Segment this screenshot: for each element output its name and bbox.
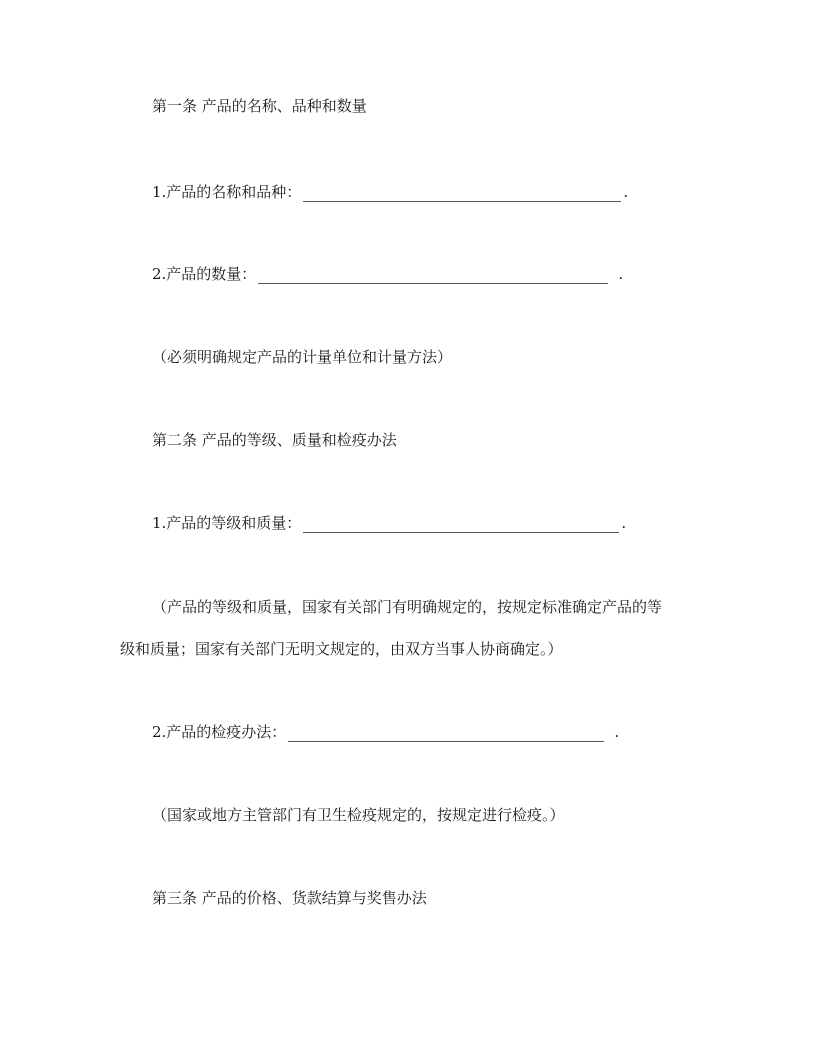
period: . — [614, 723, 620, 741]
product-quantity-blank[interactable] — [258, 267, 608, 284]
article-1-item-1 — [152, 182, 628, 202]
period: . — [621, 514, 627, 532]
period: . — [618, 265, 624, 283]
grade-quality-label: 1.产品的等级和质量： — [152, 514, 302, 532]
grade-quality-blank[interactable] — [303, 516, 619, 533]
article-1-item-2 — [152, 264, 623, 284]
period: . — [623, 183, 629, 201]
quarantine-method-label: 2.产品的检疫办法： — [152, 723, 287, 741]
article-2-note-1-line-1: （产品的等级和质量，国家有关部门有明确规定的，按规定标准确定产品的等 — [152, 598, 663, 616]
article-2-item-1 — [152, 513, 626, 533]
article-2-note-2: （国家或地方主管部门有卫生检疫规定的，按规定进行检疫。） — [152, 806, 565, 824]
product-quantity-label: 2.产品的数量： — [152, 265, 257, 283]
article-2-note-1-line-2: 级和质量；国家有关部门无明文规定的，由双方当事人协商确定。） — [120, 640, 563, 658]
quarantine-method-blank[interactable] — [288, 725, 604, 742]
article-1-heading: 第一条 产品的名称、品种和数量 — [152, 97, 367, 115]
product-name-blank[interactable] — [303, 185, 621, 202]
article-1-note: （必须明确规定产品的计量单位和计量方法） — [152, 348, 453, 366]
article-2-heading: 第二条 产品的等级、质量和检疫办法 — [152, 431, 397, 449]
article-2-item-2 — [152, 722, 619, 742]
article-3-heading: 第三条 产品的价格、货款结算与奖售办法 — [152, 889, 427, 907]
product-name-label: 1.产品的名称和品种： — [152, 183, 302, 201]
